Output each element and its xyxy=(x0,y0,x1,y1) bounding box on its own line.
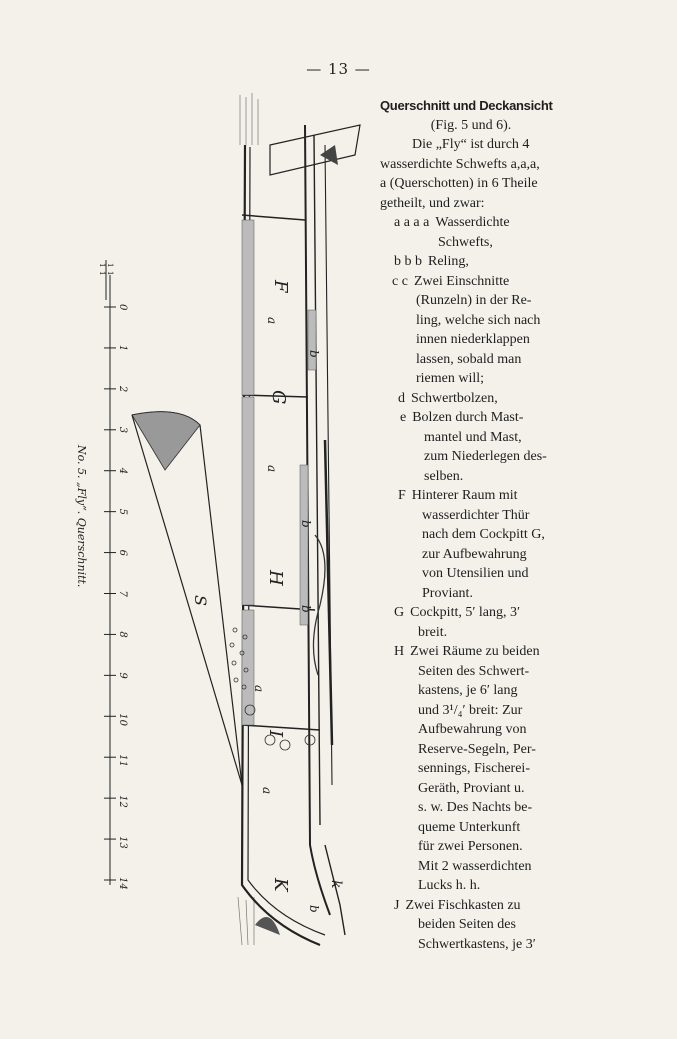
legend-entry xyxy=(380,272,562,389)
legend-entry-line: Aufbewahrung von xyxy=(418,722,527,737)
legend-text: Bolzen durch Mast- xyxy=(412,410,524,425)
legend-entry-line: und 3¹/₄′ breit: Zur xyxy=(418,702,523,718)
legend-entry xyxy=(380,213,562,252)
legend-key: b b b xyxy=(394,254,422,269)
legend-entry-first-line xyxy=(394,896,562,916)
legend-entry-line: (Runzeln) in der Re- xyxy=(416,293,532,308)
label-H: H xyxy=(265,570,286,586)
label-b: b xyxy=(307,350,321,358)
legend-entry-line: Proviant. xyxy=(422,585,473,601)
legend-entry-line: nach dem Cockpitt G, xyxy=(422,527,545,542)
legend-key: c c xyxy=(392,273,408,289)
legend-entry xyxy=(380,486,562,603)
legend-entry-line: breit. xyxy=(418,624,448,640)
legend-entry-line: für zwei Personen. xyxy=(418,839,523,854)
legend-entry-line: von Utensilien und xyxy=(422,566,529,581)
legend-entry-line: Seiten des Schwert- xyxy=(418,663,530,679)
legend-key: F xyxy=(398,488,406,503)
scale-tick-label: 9 xyxy=(117,672,128,679)
scale-small-label: 1 xyxy=(98,271,106,276)
legend-entry-line: Reserve-Segeln, Per- xyxy=(418,741,536,757)
legend-text: Reling, xyxy=(428,254,469,269)
legend-entry-first-line xyxy=(392,272,562,292)
legend-entry-line: sennings, Fischerei- xyxy=(418,761,530,776)
scale-small-label: 1 xyxy=(98,263,106,268)
text-column xyxy=(380,96,562,954)
legend-entry-first-line xyxy=(398,389,562,409)
label-b: b xyxy=(307,905,321,913)
scale-tick-label: 2 xyxy=(117,385,128,393)
scale-tick-label: 3 xyxy=(117,426,128,434)
legend-entry-line: riemen will; xyxy=(416,371,485,386)
legend-entry xyxy=(380,252,562,272)
legend-entry-line: zur Aufbewahrung xyxy=(422,546,527,562)
legend-entry xyxy=(380,408,562,486)
legend-entry-line: wasserdichter Thür xyxy=(422,507,530,523)
legend-entry-line: s. w. Des Nachts be- xyxy=(418,800,533,815)
legend-entry-first-line xyxy=(394,603,562,623)
legend-key: e xyxy=(400,410,407,425)
legend-entry-first-line xyxy=(398,486,562,506)
figure-caption: No. 5. „Fly“. Querschnitt. xyxy=(75,445,88,588)
intro-line: a (Querschotten) in 6 Theile xyxy=(380,176,538,191)
label-I: I xyxy=(265,730,286,738)
scale-tick-label: 5 xyxy=(117,508,128,516)
legend-entry-line: Geräth, Proviant u. xyxy=(418,780,525,796)
intro-line: (Fig. 5 und 6). xyxy=(430,117,512,133)
legend-entry xyxy=(380,603,562,642)
legend-text: Zwei Fischkasten zu xyxy=(405,897,521,913)
section-heading: Querschnitt und Deckansicht xyxy=(380,98,553,113)
scale-small-label: 1 xyxy=(106,271,114,276)
legend-text: Cockpitt, 5′ lang, 3′ xyxy=(410,605,521,620)
legend-entry-line: beiden Seiten des xyxy=(418,917,516,932)
legend-entry-line: mantel und Mast, xyxy=(424,429,522,445)
legend-text: Hinterer Raum mit xyxy=(411,488,518,503)
scale-tick-label: 1 xyxy=(117,344,128,352)
legend-entry xyxy=(380,642,562,896)
scale-tick-label: 4 xyxy=(117,467,128,475)
scale-tick-label: 14 xyxy=(117,877,128,890)
label-k: k xyxy=(328,880,344,889)
label-K: K xyxy=(270,878,291,892)
legend-entry xyxy=(380,896,562,955)
label-b: b xyxy=(299,520,313,528)
legend-text: Wasserdichte xyxy=(435,215,510,230)
label-S: S xyxy=(191,595,210,606)
legend-entry-line: Mit 2 wasserdichten xyxy=(418,858,532,874)
legend-entry-line: kastens, je 6′ lang xyxy=(418,683,518,698)
legend-entry-line: Schwertkastens, je 3′ xyxy=(418,936,536,952)
scale-ruler xyxy=(104,304,128,890)
legend-entry-first-line xyxy=(394,252,562,272)
legend-entry-line: innen niederklappen xyxy=(416,332,530,347)
intro-line: Die „Fly“ ist durch 4 xyxy=(412,137,530,152)
legend-text: Zwei Einschnitte xyxy=(413,273,510,289)
scale-tick-label: 10 xyxy=(117,713,128,727)
legend-text: Zwei Räume zu beiden xyxy=(410,644,540,659)
legend-entry-line: zum Niederlegen des- xyxy=(424,449,547,464)
legend-key: H xyxy=(394,644,405,659)
legend-entry-line: lassen, sobald man xyxy=(416,351,522,367)
label-a: a xyxy=(260,787,274,795)
intro-line: wasserdichte Schwefts a,a,a, xyxy=(380,156,540,172)
page-number: — 13 — xyxy=(306,60,371,78)
legend-entry xyxy=(380,389,562,409)
scale-tick-label: 7 xyxy=(117,590,128,597)
label-a: a xyxy=(252,685,266,693)
figure-drawing xyxy=(70,85,380,955)
legend-entry-line: ling, welche sich nach xyxy=(416,312,541,328)
legend-entry-first-line xyxy=(400,408,562,428)
scale-tick-label: 13 xyxy=(117,836,128,849)
scale-tick-label: 12 xyxy=(117,795,128,808)
intro-line: getheilt, und zwar: xyxy=(380,195,485,211)
scale-tick-label: 6 xyxy=(117,549,128,556)
label-a: a xyxy=(265,465,279,473)
label-a: a xyxy=(265,317,279,325)
boat-cross-section-figure xyxy=(70,85,380,955)
scale-tick-label: 8 xyxy=(117,631,128,638)
legend-entry-line: Lucks h. h. xyxy=(418,878,481,893)
legend-key: d xyxy=(398,390,405,406)
label-G: G xyxy=(268,390,289,405)
legend-entry-first-line xyxy=(394,213,562,233)
scale-small-label: 1 xyxy=(106,263,114,268)
legend-entry-line: selben. xyxy=(424,468,464,484)
legend-key: G xyxy=(394,605,405,620)
legend-entry-line: Schwefts, xyxy=(438,234,493,250)
scale-tick-label: 11 xyxy=(117,754,128,767)
legend-text: Schwertbolzen, xyxy=(411,390,498,406)
scale-tick-label: 0 xyxy=(117,304,128,311)
legend-key: a a a a xyxy=(394,215,430,230)
legend-entries xyxy=(380,213,562,954)
legend-entry-line: queme Unterkunft xyxy=(418,819,521,835)
label-F: F xyxy=(270,280,291,293)
legend-key: J xyxy=(394,897,400,913)
label-b: b xyxy=(299,605,313,613)
legend-entry-first-line xyxy=(394,642,562,662)
